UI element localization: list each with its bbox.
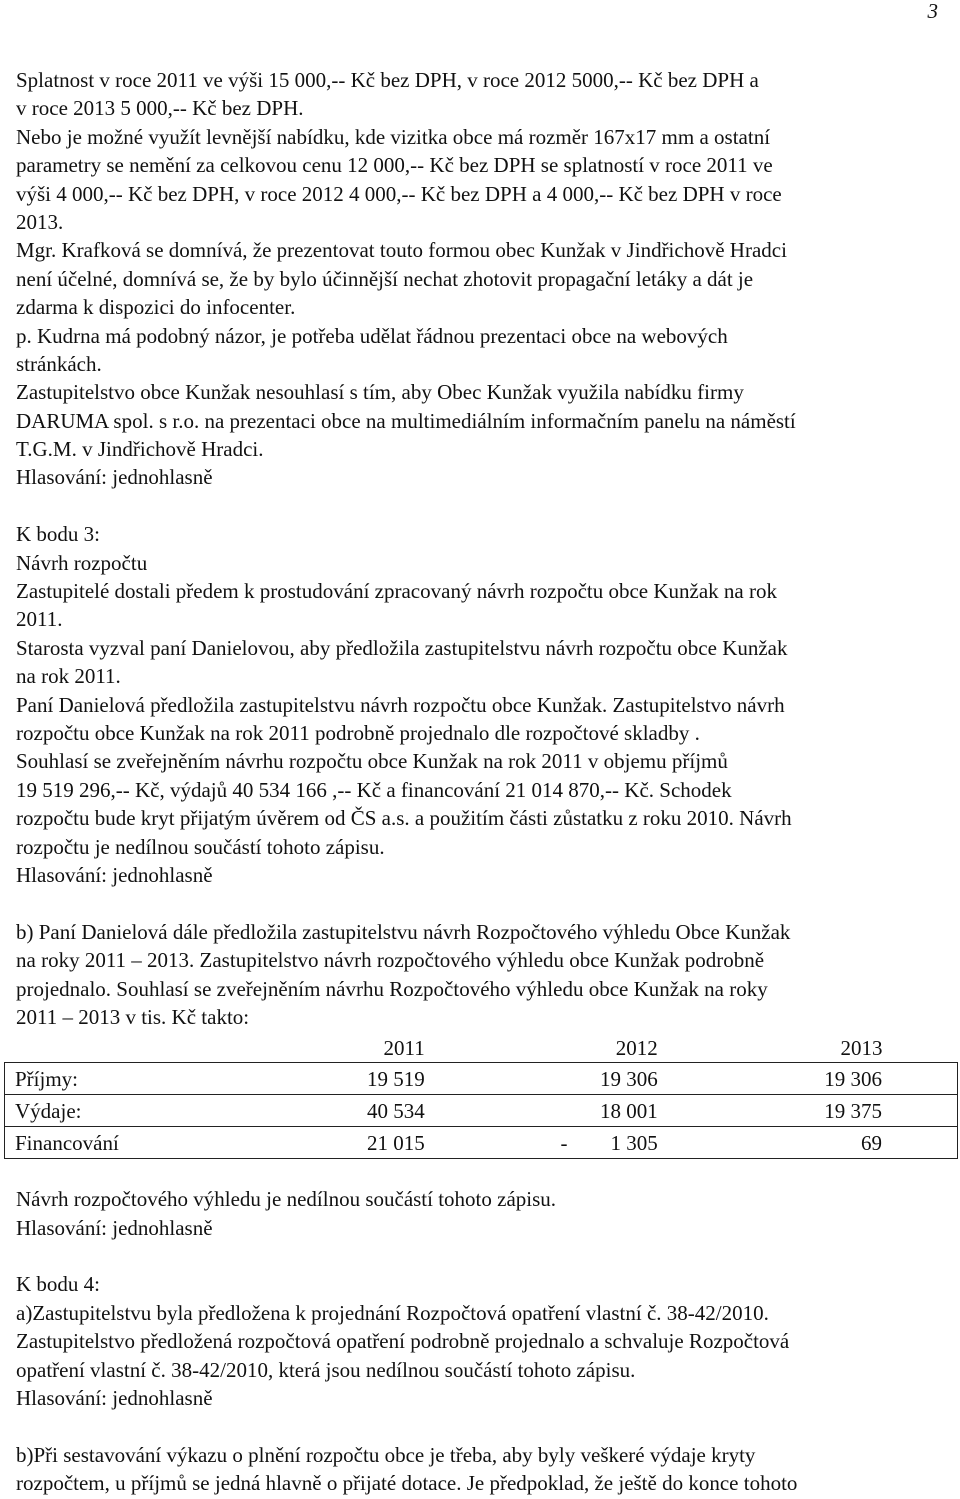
text-line: parametry se nemění za celkovou cenu 12 000,-- Kč bez DPH se splatností v roce 2011 ve [16, 153, 773, 178]
voting-result: Hlasování: jednohlasně [16, 1215, 213, 1240]
cell-value: 18 001 [429, 1095, 662, 1127]
section-item-4 [16, 1270, 946, 1412]
text-line: Souhlasí se zveřejněním návrhu rozpočtu obce Kunžak na rok 2011 v objemu příjmů [16, 749, 728, 774]
text-line: Nebo je možné využít levnější nabídku, kde vizitka obce má rozměr 167x17 mm a ostatní [16, 124, 771, 149]
minus-sign: - [560, 1130, 568, 1155]
text-line: 19 519 296,-- Kč, výdajů 40 534 166 ,-- Kč a financování 21 014 870,-- Kč. Schodek [16, 777, 732, 802]
cell-value: 40 534 [242, 1095, 428, 1127]
table-row [5, 1127, 958, 1159]
cell-value-negative [429, 1127, 662, 1159]
text-line: Návrh rozpočtového výhledu je nedílnou součástí tohoto zápisu. [16, 1187, 557, 1212]
row-label: Příjmy: [5, 1063, 243, 1095]
section-heading: K bodu 4: [16, 1272, 100, 1297]
document-body [16, 66, 946, 1498]
text-line: zdarma k dispozici do infocenter. [16, 295, 296, 320]
text-line: stránkách. [16, 351, 102, 376]
text-line: v roce 2013 5 000,-- Kč bez DPH. [16, 96, 304, 121]
paragraph-offer [16, 66, 946, 492]
text-line: T.G.M. v Jindřichově Hradci. [16, 437, 264, 462]
table-header-row [5, 1031, 958, 1063]
cell-value: 19 519 [242, 1063, 428, 1095]
table-row [5, 1063, 958, 1095]
section-item-4b [16, 1441, 946, 1498]
text-line: na rok 2011. [16, 664, 121, 689]
header-year: 2011 [383, 1035, 425, 1060]
text-line: Zastupitelé dostali předem k prostudování zpracovaný návrh rozpočtu obce Kunžak na rok [16, 579, 777, 604]
text-line: a)Zastupitelstvu byla předložena k projednání Rozpočtová opatření vlastní č. 38-42/2010. [16, 1300, 769, 1325]
page-number: 3 [927, 0, 938, 23]
text-line: rozpočtu obce Kunžak na rok 2011 podrobně projednalo dle rozpočtové skladby . [16, 720, 700, 745]
text-line: p. Kudrna má podobný názor, je potřeba udělat řádnou prezentaci obce na webových [16, 323, 728, 348]
table-row [5, 1095, 958, 1127]
row-label: Výdaje: [5, 1095, 243, 1127]
text-line: Mgr. Krafková se domnívá, že prezentovat touto formou obec Kunžak v Jindřichově Hradci [16, 238, 787, 263]
text-line: rozpočtem, u příjmů se jedná hlavně o přijaté dotace. Je předpoklad, že ještě do konce tohoto [16, 1471, 798, 1496]
text-line: Paní Danielová předložila zastupitelstvu návrh rozpočtu obce Kunžak. Zastupitelstvo návrh [16, 692, 785, 717]
cell-value: 19 306 [662, 1063, 958, 1095]
section-heading: K bodu 3: [16, 522, 100, 547]
text-line: Splatnost v roce 2011 ve výši 15 000,-- Kč bez DPH, v roce 2012 5000,-- Kč bez DPH a [16, 68, 759, 92]
cell-value: 1 305 [610, 1130, 658, 1155]
text-line: b) Paní Danielová dále předložila zastupitelstvu návrh Rozpočtového výhledu Obce Kunžak [16, 919, 791, 944]
cell-value: 19 306 [429, 1063, 662, 1095]
text-line: rozpočtu bude kryt přijatým úvěrem od ČS a.s. a použitím části zůstatku z roku 2010. Návrh [16, 806, 792, 831]
text-line: rozpočtu je nedílnou součástí tohoto zápisu. [16, 834, 385, 859]
cell-value: 21 015 [242, 1127, 428, 1159]
text-line: výši 4 000,-- Kč bez DPH, v roce 2012 4 000,-- Kč bez DPH a 4 000,-- Kč bez DPH v roce [16, 181, 782, 206]
text-line: Zastupitelstvo předložená rozpočtová opatření podrobně projednalo a schvaluje Rozpočtová [16, 1329, 790, 1354]
text-line: na roky 2011 – 2013. Zastupitelstvo návrh rozpočtového výhledu obce Kunžak podrobně [16, 948, 765, 973]
text-line: DARUMA spol. s r.o. na prezentaci obce na multimediálním informačním panelu na náměstí [16, 408, 796, 433]
text-line: 2013. [16, 209, 64, 234]
header-year: 2012 [615, 1035, 658, 1060]
voting-result: Hlasování: jednohlasně [16, 1386, 213, 1411]
voting-result: Hlasování: jednohlasně [16, 862, 213, 887]
text-line: Zastupitelstvo obce Kunžak nesouhlasí s tím, aby Obec Kunžak využila nabídku firmy [16, 380, 744, 405]
after-table-note [16, 1185, 946, 1242]
header-year: 2013 [840, 1035, 883, 1060]
text-line: b)Při sestavování výkazu o plnění rozpočtu obce je třeba, aby byly veškeré výdaje kryty [16, 1442, 756, 1467]
row-label: Financování [5, 1127, 243, 1159]
text-line: není účelné, domnívá se, že by bylo účinnější nechat zhotovit propagační letáky a dát je [16, 266, 754, 291]
text-line: opatření vlastní č. 38-42/2010, která jsou nedílnou součástí tohoto zápisu. [16, 1357, 636, 1382]
budget-outlook-table [4, 1031, 958, 1159]
section-subheading: Návrh rozpočtu [16, 550, 148, 575]
cell-value: 19 375 [662, 1095, 958, 1127]
section-item-3 [16, 520, 946, 889]
text-line: Starosta vyzval paní Danielovou, aby předložila zastupitelstvu návrh rozpočtu obce Kunžak [16, 635, 788, 660]
text-line: 2011 – 2013 v tis. Kč takto: [16, 1004, 250, 1029]
text-line: 2011. [16, 607, 63, 632]
cell-value: 69 [662, 1127, 958, 1159]
text-line: projednalo. Souhlasí se zveřejněním návrhu Rozpočtového výhledu obce Kunžak na roky [16, 976, 768, 1001]
section-item-3b [16, 918, 946, 1032]
voting-result: Hlasování: jednohlasně [16, 465, 213, 490]
